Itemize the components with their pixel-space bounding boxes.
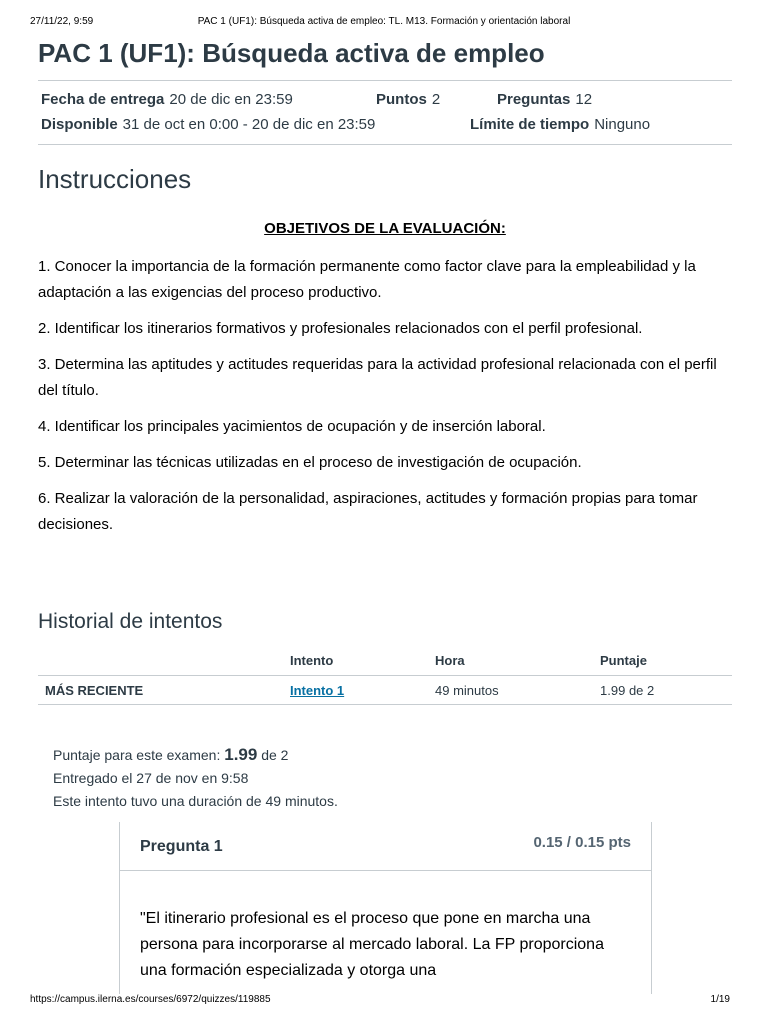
objective-item: 6. Realizar la valoración de la personalidad, aspiraciones, actitudes y formación propias para tomar decisiones. — [38, 490, 698, 533]
question-text: "El itinerario profesional es el proceso que pone en marcha una persona para incorporarse al mercado laboral. La FP proporciona una formación especializada y otorga una — [140, 910, 604, 979]
due-date — [41, 91, 293, 108]
question-card — [119, 822, 652, 994]
divider — [38, 80, 732, 81]
column-header — [38, 645, 290, 676]
time-limit-value: Ninguno — [594, 116, 651, 133]
availability — [41, 116, 375, 133]
due-date-value: 20 de dic en 23:59 — [169, 91, 293, 108]
attempt-score-suffix: de 2 — [628, 682, 655, 698]
divider — [38, 144, 732, 145]
availability-value: 31 de oct en 0:00 - 20 de dic en 23:59 — [122, 116, 376, 133]
objective-item: 3. Determina las aptitudes y actitudes requeridas para la actividad profesional relacionada con el perfil del título. — [38, 356, 717, 399]
print-document-title: PAC 1 (UF1): Búsqueda activa de empleo: TL. M13. Formación y orientación laboral — [197, 16, 571, 27]
duration-info: Este intento tuvo una duración de 49 minutos. — [53, 793, 338, 809]
score-label: Puntaje para este examen: — [53, 747, 221, 763]
score-value: 1.99 — [224, 745, 258, 764]
attempt-history-table — [38, 645, 732, 705]
print-date: 27/11/22, 9:59 — [30, 16, 94, 27]
print-url: https://campus.ilerna.es/courses/6972/quizzes/119885 — [30, 994, 271, 1005]
print-footer — [30, 994, 738, 1008]
objective-item: 5. Determinar las técnicas utilizadas en el proceso de investigación de ocupación. — [38, 454, 582, 471]
quiz-title: PAC 1 (UF1): Búsqueda activa de empleo — [38, 38, 545, 68]
time-limit — [470, 116, 650, 133]
attempt-score-cell — [600, 676, 732, 705]
attempt-time: 49 minutos — [435, 676, 600, 705]
score-line — [53, 743, 338, 767]
objective-item: 4. Identificar los principales yacimientos de ocupación y de inserción laboral. — [38, 418, 546, 435]
question-header — [120, 822, 651, 871]
attempt-score: 1.99 — [600, 682, 626, 698]
questions-value: 12 — [575, 91, 593, 108]
table-row — [38, 676, 732, 705]
submitted-info: Entregado el 27 de nov en 9:58 — [53, 770, 249, 786]
score-summary — [53, 743, 338, 813]
score-suffix: de 2 — [261, 747, 289, 763]
most-recent-label: MÁS RECIENTE — [38, 676, 290, 705]
due-date-label: Fecha de entrega — [41, 91, 165, 108]
attempt-link[interactable]: Intento 1 — [290, 682, 345, 698]
attempt-history-title: Historial de intentos — [38, 610, 223, 633]
attempt-cell — [290, 676, 435, 705]
objective-item: 2. Identificar los itinerarios formativos y profesionales relacionados con el perfil profesional. — [38, 320, 643, 337]
points-label: Puntos — [376, 91, 427, 108]
print-header — [30, 16, 738, 30]
question-name: Pregunta 1 — [140, 838, 223, 855]
objectives-list — [38, 254, 738, 548]
column-header-score: Puntaje — [600, 645, 732, 676]
questions-count — [497, 91, 592, 108]
column-header-attempt: Intento — [290, 645, 435, 676]
questions-label: Preguntas — [497, 91, 571, 108]
availability-label: Disponible — [41, 116, 118, 133]
objective-item: 1. Conocer la importancia de la formación permanente como factor clave para la empleabilidad y la adaptación a las exigencias del proceso productivo. — [38, 258, 696, 301]
table-header-row — [38, 645, 732, 676]
print-page-number: 1/19 — [710, 994, 730, 1005]
column-header-time: Hora — [435, 645, 600, 676]
question-points: 0.15 / 0.15 pts — [533, 834, 631, 851]
time-limit-label: Límite de tiempo — [470, 116, 590, 133]
points-value: 2 — [431, 91, 441, 108]
objectives-heading: OBJETIVOS DE LA EVALUACIÓN: — [264, 220, 506, 237]
points — [376, 91, 440, 108]
instructions-title: Instrucciones — [38, 164, 192, 194]
